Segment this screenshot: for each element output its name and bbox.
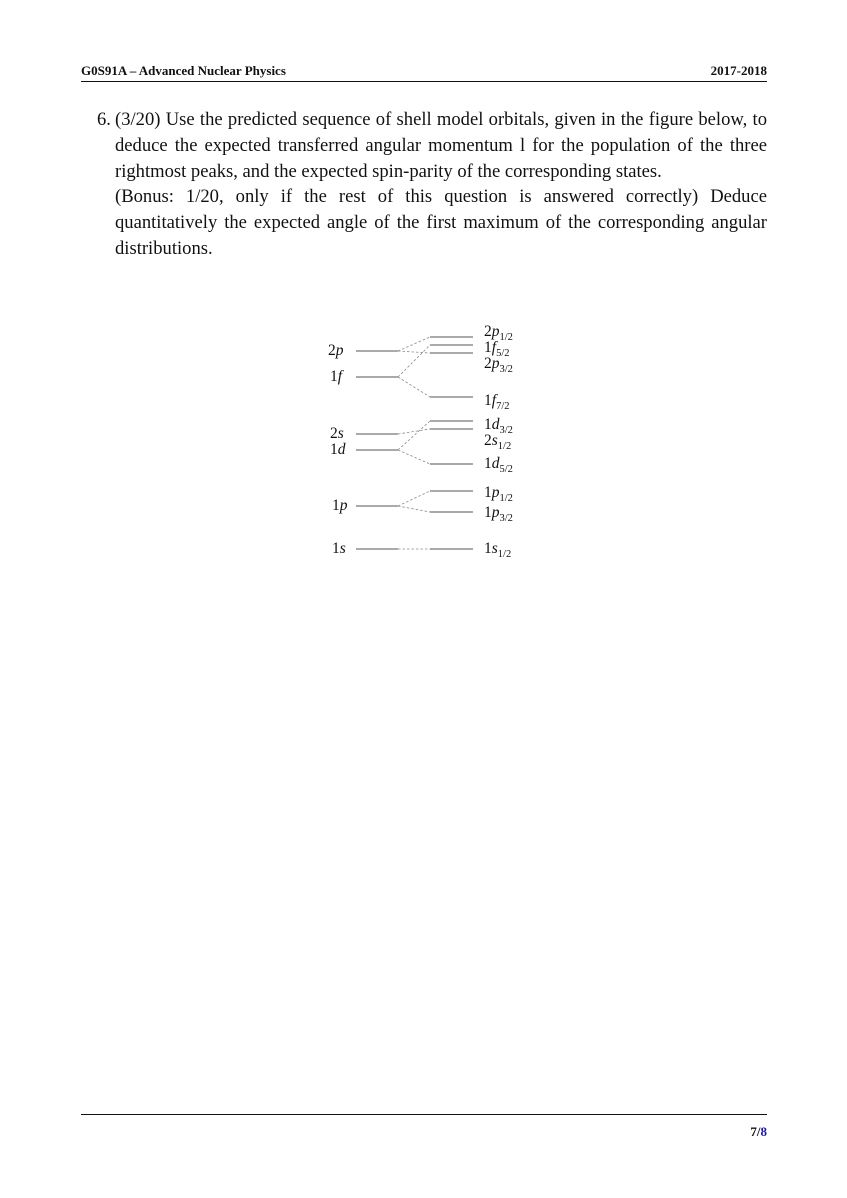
right-label-2p-3-2: $2p_{3/2}$ (484, 355, 513, 375)
question-number: 6. (97, 109, 111, 130)
splitting-connector (398, 491, 430, 506)
question-block (81, 107, 767, 262)
shell-level-lines (320, 318, 560, 568)
right-label-1p-1-2: $1p_{1/2}$ (484, 484, 513, 504)
right-label-1f-7-2: $1f_{7/2}$ (484, 392, 510, 412)
splitting-connector (398, 429, 430, 434)
left-label-2p: 2p (328, 342, 344, 359)
splitting-connector (398, 377, 430, 397)
shell-model-diagram (320, 318, 560, 568)
footer-divider (81, 1114, 767, 1115)
right-label-1f-5-2: $1f_{5/2}$ (484, 339, 510, 359)
left-label-1f: 1f (330, 368, 343, 385)
right-label-1d-3-2: $1d_{3/2}$ (484, 416, 513, 436)
right-label-1s-1-2: $1s_{1/2}$ (484, 540, 512, 560)
left-label-2s: 2s (330, 425, 344, 442)
header-divider (81, 81, 767, 82)
splitting-connector (398, 421, 430, 450)
left-label-1d: 1d (330, 441, 346, 458)
right-label-1d-5-2: $1d_{5/2}$ (484, 455, 513, 475)
right-label-1p-3-2: $1p_{3/2}$ (484, 504, 513, 524)
left-label-1s: 1s (332, 540, 346, 557)
left-label-1p: 1p (332, 497, 348, 514)
splitting-connector (398, 337, 430, 351)
splitting-connector (398, 506, 430, 512)
splitting-connector (398, 351, 430, 353)
academic-year: 2017-2018 (710, 63, 767, 78)
bonus-text: (Bonus: 1/20, only if the rest of this question is answered correctly) Deduce quantitatively the expected angle of the first maximum of the corresponding angular distributions. (115, 186, 767, 259)
right-label-2p-1-2: $2p_{1/2}$ (484, 323, 513, 343)
page-number: 7/8 (750, 1124, 767, 1139)
splitting-connector (398, 345, 430, 377)
course-title: G0S91A – Advanced Nuclear Physics (81, 63, 286, 78)
question-text: (3/20) Use the predicted sequence of shell model orbitals, given in the figure below, to deduce the expected transferred angular momentum l for the population of the three rightmost peaks, and the expected spin-parity of the corresponding states. (115, 109, 767, 182)
right-label-2s-1-2: $2s_{1/2}$ (484, 432, 512, 452)
splitting-connector (398, 450, 430, 464)
